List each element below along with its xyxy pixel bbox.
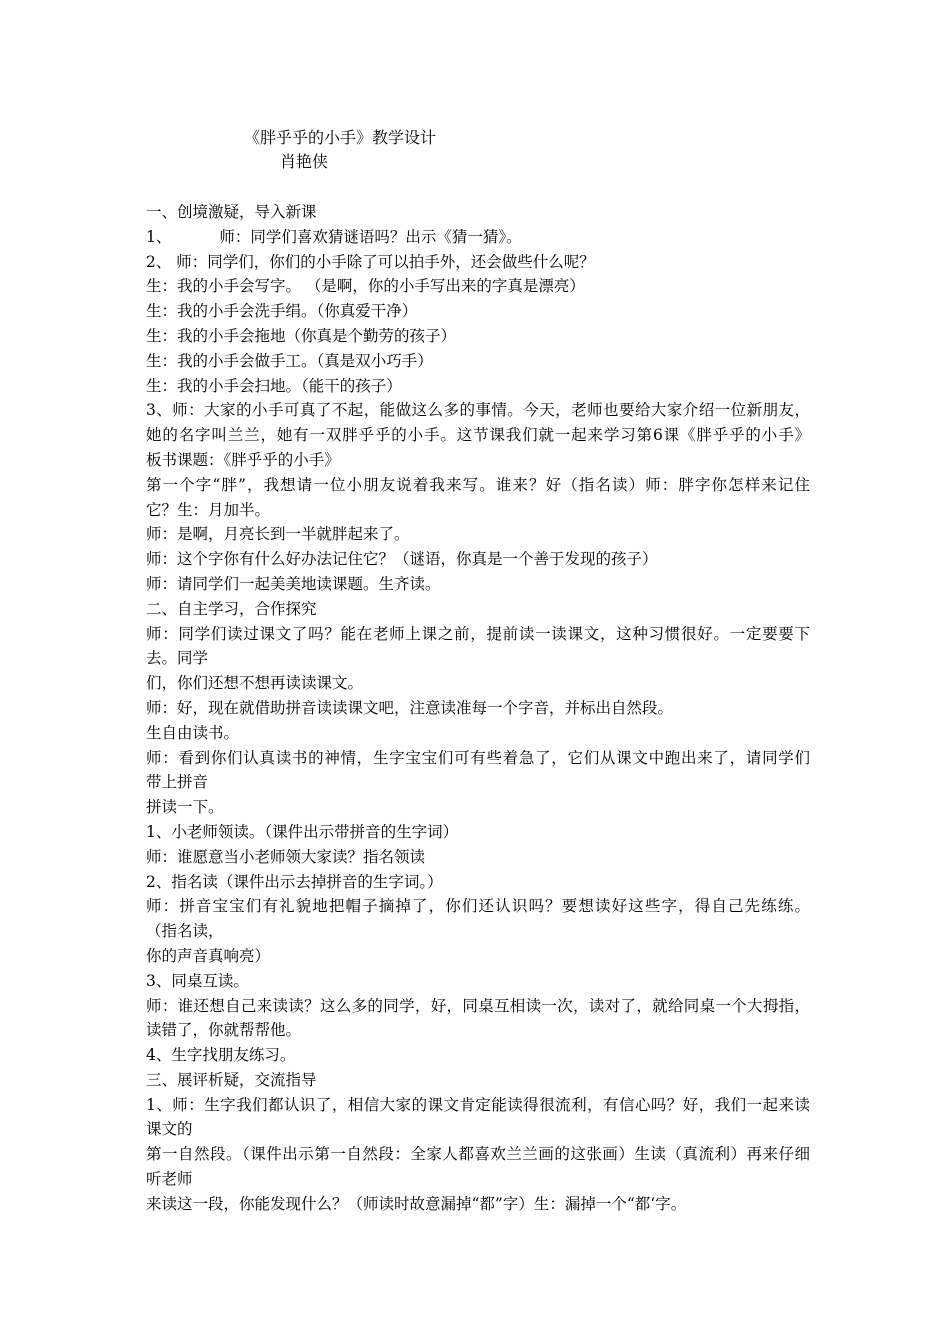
body-line: 2、 师：同学们，你们的小手除了可以拍手外，还会做些什么呢？: [146, 252, 595, 271]
body-line: 1、 师：同学们喜欢猜谜语吗？出示《猜一猜》。: [146, 227, 522, 246]
body-line: 师：请同学们一起美美地读课题。生齐读。: [146, 574, 441, 593]
body-line: 师：这个字你有什么好办法记住它？（谜语，你真是一个善于发现的孩子）: [146, 550, 658, 569]
body-line: 来读这一段，你能发现什么？（师读时故意漏掉“都”字）生：漏掉一个“都‘字。: [146, 1194, 687, 1213]
document-body: [146, 200, 810, 1217]
body-line: 3、师：大家的小手可真了不起，能做这么多的事情。今天，老师也要给大家介绍一位新朋友，: [146, 401, 810, 420]
body-line: 带上拼音: [146, 773, 209, 792]
body-line: 生自由读书。: [146, 723, 240, 742]
body-line: 们，你们还想不想再读读课文。: [146, 674, 364, 693]
body-line: 她的名字叫兰兰，她有一双胖乎乎的小手。这节课我们就一起来学习第6课《胖乎乎的小手》: [146, 426, 810, 445]
body-line: （指名读，: [146, 922, 224, 941]
body-line: 师：拼音宝宝们有礼貌地把帽子摘掉了，你们还认识吗？要想读好这些字，得自己先练练。: [146, 897, 810, 916]
body-line: 师：谁还想自己来读读？这么多的同学，好，同桌互相读一次，读对了，就给同桌一个大拇指，: [146, 996, 810, 1015]
body-line: 师：谁愿意当小老师领大家读？指名领读: [146, 847, 426, 866]
body-line: 2、指名读（课件出示去掉拼音的生字词。）: [146, 872, 443, 891]
body-line: 听老师: [146, 1170, 193, 1189]
body-line: 课文的: [146, 1120, 193, 1139]
body-line: 3、同桌互读。: [146, 971, 249, 990]
body-line: 生：我的小手会扫地。（能干的孩子）: [146, 376, 402, 395]
body-line: 板书课题：《胖乎乎的小手》: [146, 450, 340, 469]
body-line: 生：我的小手会洗手绢。（你真爱干净）: [146, 302, 418, 321]
body-line: 一、创境激疑，导入新课: [146, 203, 317, 221]
body-line: 二、自主学习，合作探究: [146, 599, 317, 618]
body-line: 师：好，现在就借助拼音读读课文吧，注意读准每一个字音，并标出自然段。: [146, 698, 674, 717]
body-line: 它？生：月加半。: [146, 500, 271, 519]
body-line: 师：看到你们认真读书的神情，生字宝宝们可有些着急了，它们从课文中跑出来了，请同学们: [146, 748, 810, 767]
body-line: 你的声音真响亮）: [146, 946, 271, 965]
body-line: 师：是啊，月亮长到一半就胖起来了。: [146, 525, 410, 544]
body-line: 生：我的小手会做手工。（真是双小巧手）: [146, 351, 433, 370]
body-line: 师：同学们读过课文了吗？能在老师上课之前，提前读一读课文，这种习惯很好。一定要要下: [146, 624, 810, 643]
body-line: 1、师：生字我们都认识了，相信大家的课文肯定能读得很流利，有信心吗？好，我们一起来读: [146, 1095, 810, 1114]
document-author: 肖艳侠: [280, 152, 329, 171]
body-line: 第一个字“胖”，我想请一位小朋友说着我来写。谁来？好（指名读）师：胖字你怎样来记住: [146, 475, 810, 494]
body-line: 4、生字找朋友练习。: [146, 1046, 296, 1065]
body-line: 拼读一下。: [146, 798, 224, 817]
body-line: 1、小老师领读。（课件出示带拼音的生字词）: [146, 822, 459, 841]
body-line: 生：我的小手会拖地（你真是个勤劳的孩子）: [146, 326, 457, 345]
body-line: 去。同学: [146, 649, 209, 668]
body-line: 读错了，你就帮帮他。: [146, 1021, 302, 1040]
document-title: 《胖乎乎的小手》教学设计: [244, 128, 437, 147]
body-line: 三、展评析疑，交流指导: [146, 1070, 317, 1089]
body-line: 第一自然段。（课件出示第一自然段：全家人都喜欢兰兰画的这张画）生读（真流利）再来仔细: [146, 1145, 810, 1164]
body-line: 生：我的小手会写字。 （是啊，你的小手写出来的字真是漂亮）: [146, 277, 585, 296]
